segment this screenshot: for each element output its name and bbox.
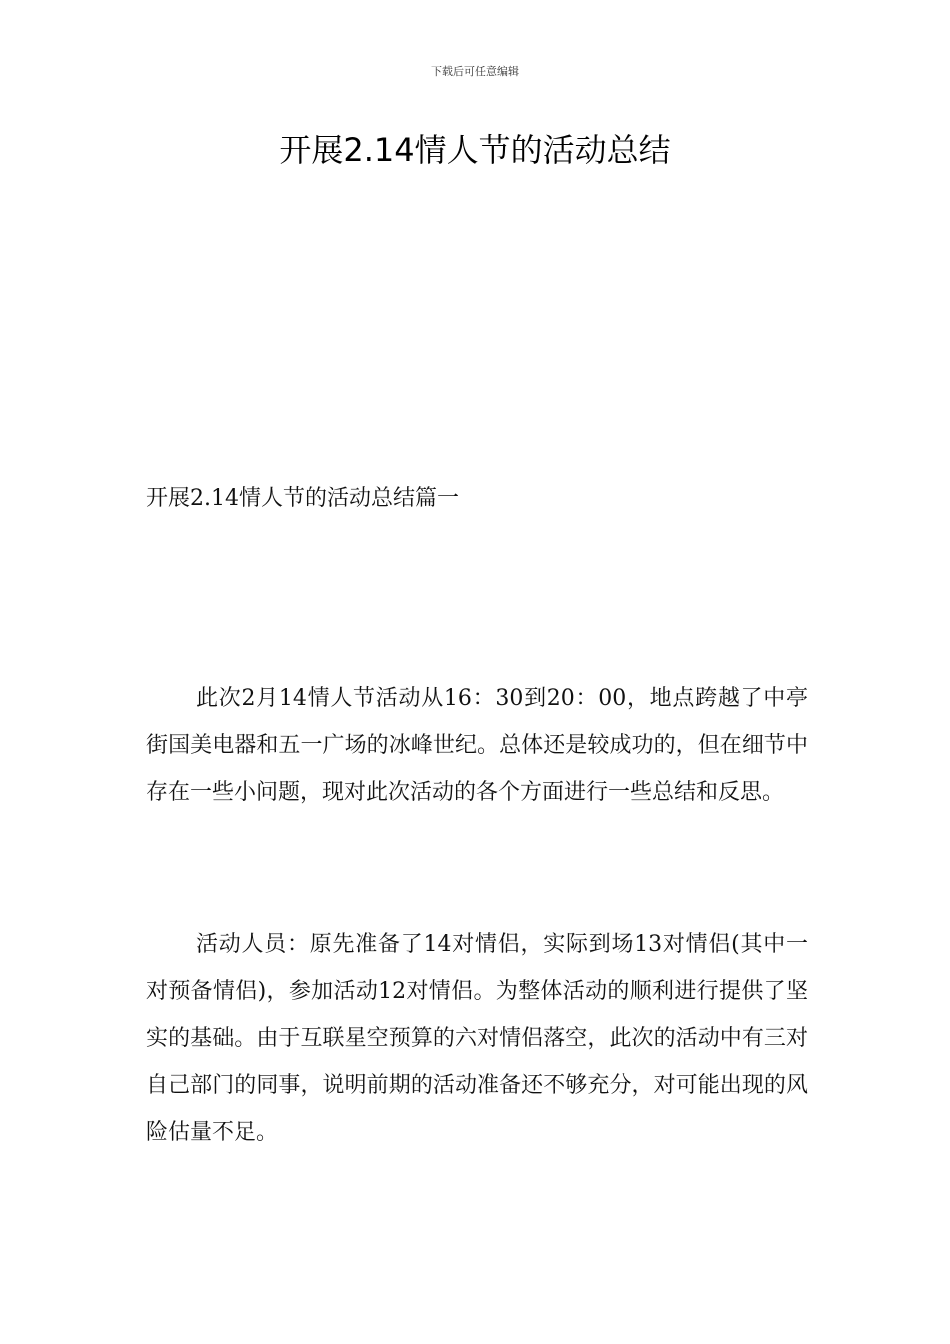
header-note: 下载后可任意编辑 xyxy=(431,65,519,78)
body-paragraph-1: 此次2月14情人节活动从16：30到20：00，地点跨越了中亭街国美电器和五一广场的冰峰世纪。总体还是较成功的，但在细节中存在一些小问题，现对此次活动的各个方面进行一些总结和反思。 xyxy=(146,686,808,805)
body-paragraph-2: 活动人员：原先准备了14对情侣，实际到场13对情侣(其中一对预备情侣)，参加活动12对情侣。为整体活动的顺利进行提供了坚实的基础。由于互联星空预算的六对情侣落空，此次的活动中有三对自己部门的同事，说明前期的活动准备还不够充分，对可能出现的风险估量不足。 xyxy=(146,932,808,1145)
section-heading: 开展2.14情人节的活动总结篇一 xyxy=(146,486,459,511)
document-title: 开展2.14情人节的活动总结 xyxy=(279,131,671,169)
